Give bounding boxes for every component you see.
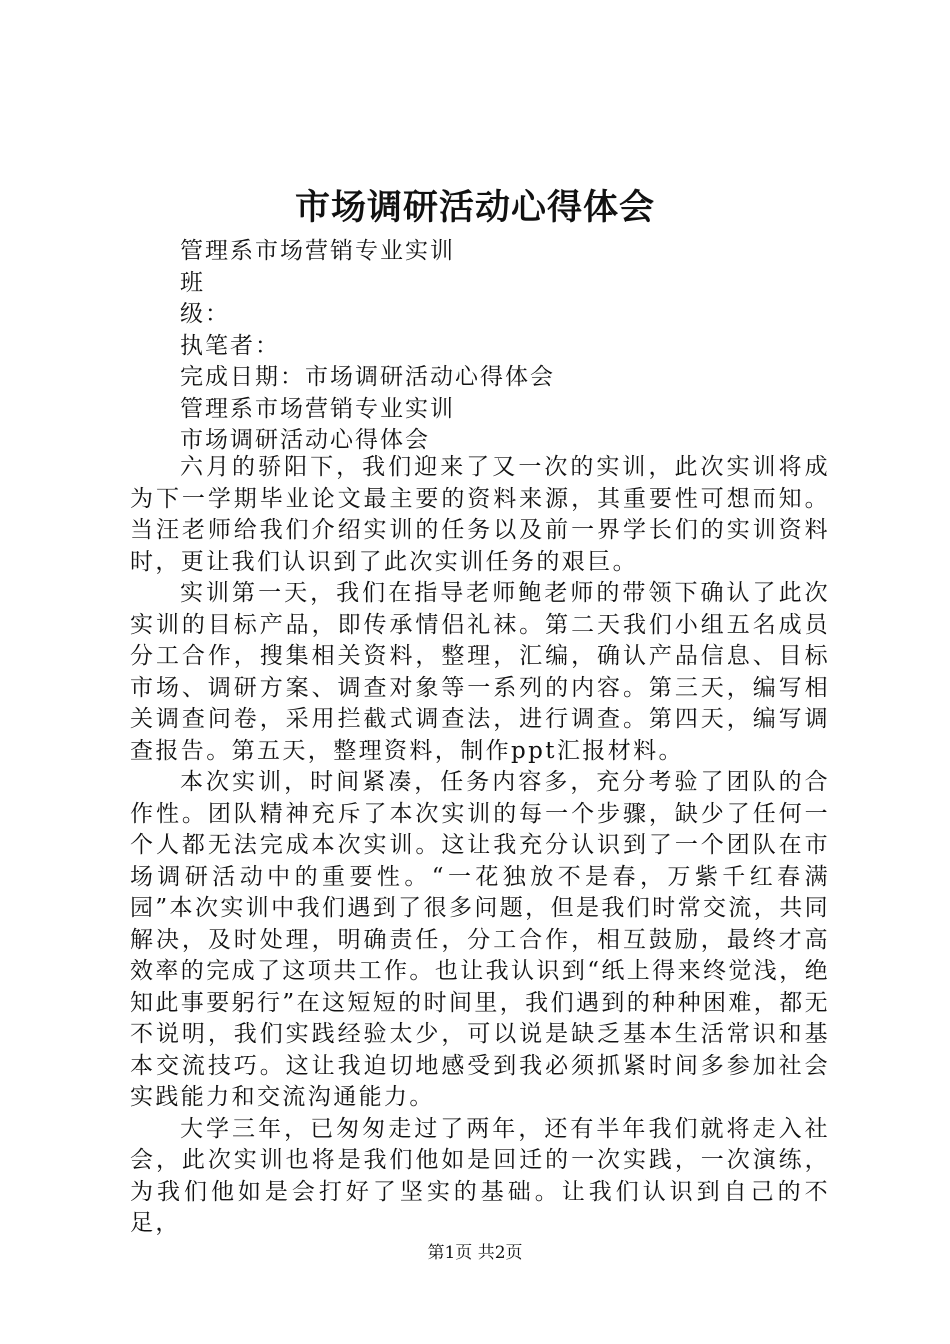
document-title: 市场调研活动心得体会 [294,187,655,228]
meta-line-class-2: 级： [180,301,230,327]
meta-line-class-1: 班 [180,269,205,296]
meta-line-author: 执笔者： [180,332,280,359]
meta-line-department-repeat: 管理系市场营销专业实训 [180,395,455,422]
meta-line-department: 管理系市场营销专业实训 [180,238,455,264]
paragraph-4: 大学三年，已匆匆走过了两年，还有半年我们就将走入社会，此次实训也将是我们他如是回迁的一次实践，一次演练，为我们他如是会打好了坚实的基础。让我们认识到自己的不足， [130,1115,830,1236]
document-meta-block [180,236,830,457]
meta-line-date: 完成日期：市场调研活动心得体会 [180,364,555,390]
paragraph-3: 本次实训，时间紧凑，任务内容多，充分考验了团队的合作性。团队精神充斥了本次实训的每一个步骤，缺少了任何一个人都无法完成本次实训。这让我充分认识到了一个团队在市场调研活动中的重要性。“一花独放不是春，万紫千红春满园”本次实训中我们遇到了很多问题，但是我们时常交流，共同解决，及时处理，明确责任，分工合作，相互鼓励，最终才高效率的完成了这项共工作。也让我认识到“纸上得来终觉浅，绝知此事要躬行”在这短短的时间里，我们遇到的种种困难，都无不说明，我们实践经验太少，可以说是缺乏基本生活常识和基本交流技巧。这让我迫切地感受到我必须抓紧时间多参加社会实践能力和交流沟通能力。 [130,769,830,1110]
document-body [130,452,830,1240]
page-footer: 第1页 共2页 [427,1243,523,1263]
paragraph-2: 实训第一天，我们在指导老师鲍老师的带领下确认了此次实训的目标产品，即传承情侣礼袜。第二天我们小组五名成员分工合作，搜集相关资料，整理，汇编，确认产品信息、目标市场、调研方案、调查对象等一系列的内容。第三天，编写相关调查问卷，采用拦截式调查法，进行调查。第四天，编写调查报告。第五天，整理资料，制作ppt汇报材料。 [130,580,830,764]
paragraph-1: 六月的骄阳下，我们迎来了又一次的实训，此次实训将成为下一学期毕业论文最主要的资料来源，其重要性可想而知。当汪老师给我们介绍实训的任务以及前一界学长们的实训资料时，更让我们认识到了此次实训任务的艰巨。 [130,454,830,575]
meta-line-subtitle: 市场调研活动心得体会 [180,427,430,453]
